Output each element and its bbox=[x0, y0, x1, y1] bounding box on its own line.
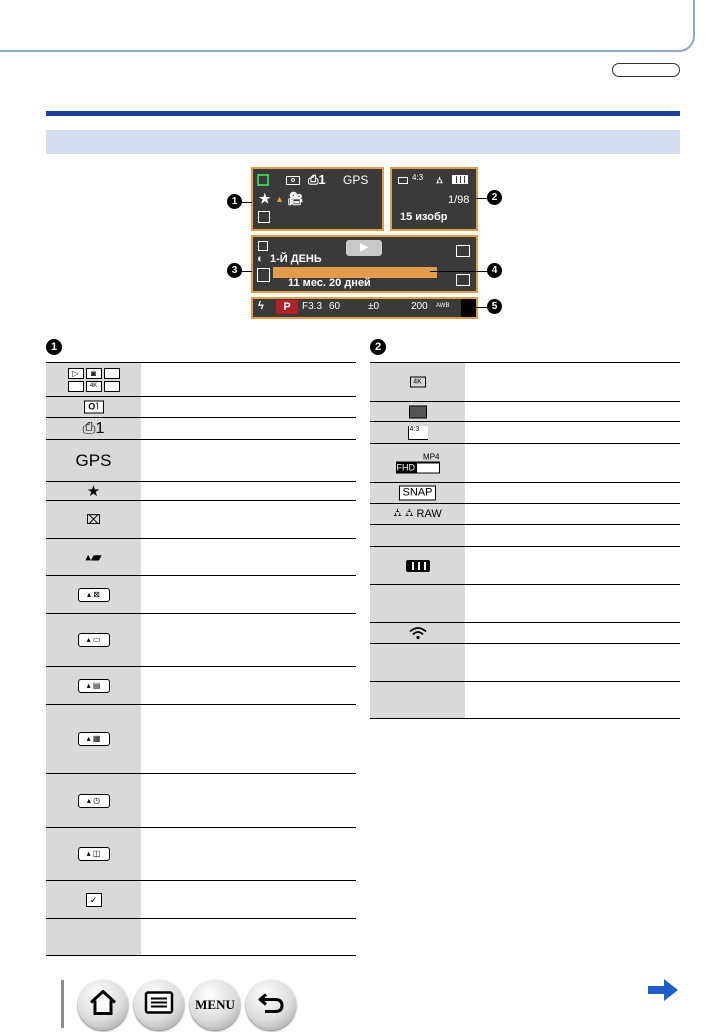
icon-cell bbox=[370, 547, 465, 584]
icon-cell bbox=[370, 585, 465, 622]
table-row bbox=[46, 538, 356, 575]
wifi-icon bbox=[409, 627, 427, 640]
aspect-ratio-icon: 4:3 bbox=[412, 173, 424, 182]
screen-zone-5 bbox=[251, 297, 478, 319]
back-button[interactable] bbox=[246, 980, 296, 1030]
table-row bbox=[46, 439, 356, 481]
burst-group-icon: ▴ ▭ bbox=[78, 633, 110, 647]
delete-icon bbox=[456, 274, 470, 286]
callout-line-3 bbox=[242, 271, 252, 272]
gps-label: GPS bbox=[343, 173, 369, 187]
mode-badge: P bbox=[276, 300, 298, 314]
battery-icon bbox=[452, 175, 468, 184]
print-setting-icon: ⎙ 1 bbox=[82, 419, 105, 437]
icon-cell bbox=[370, 402, 465, 421]
print-count: 1 bbox=[318, 172, 326, 187]
table-row bbox=[370, 482, 680, 503]
stop-motion-group-icon: ▴ ◫ bbox=[78, 847, 110, 861]
screen-zone-1 bbox=[251, 167, 384, 231]
aperture: F3.3 bbox=[302, 301, 323, 312]
table-row bbox=[46, 575, 356, 613]
return-icon bbox=[256, 991, 286, 1020]
interval-group-icon: ▴ ◷ bbox=[78, 794, 110, 808]
edge-block bbox=[461, 299, 476, 317]
callout-line-1 bbox=[242, 202, 252, 203]
table-row bbox=[370, 421, 680, 443]
home-icon bbox=[88, 989, 118, 1022]
video-group-icon: 🎥︎ bbox=[287, 191, 304, 206]
back-icon bbox=[257, 268, 270, 282]
table-row bbox=[46, 880, 356, 918]
icon-cell bbox=[370, 525, 465, 546]
table-2-bottom-rule bbox=[370, 718, 680, 719]
table-row bbox=[370, 643, 680, 681]
icon-cell bbox=[370, 483, 465, 503]
icon-cell bbox=[46, 614, 141, 666]
icon-cell bbox=[46, 482, 141, 500]
icon-cell bbox=[370, 422, 465, 443]
icon-cell bbox=[46, 667, 141, 704]
table-row bbox=[370, 546, 680, 584]
frame-counter: 1/98 bbox=[448, 194, 470, 206]
section-title-bar bbox=[46, 130, 680, 154]
icon-cell bbox=[46, 539, 141, 575]
white-balance: AWB bbox=[436, 303, 450, 309]
table-row bbox=[46, 773, 356, 827]
table-row bbox=[46, 613, 356, 666]
nav-divider bbox=[61, 980, 64, 1028]
quality-icon: ⛼ bbox=[436, 175, 444, 185]
aspect-ratio-label: 4:3 bbox=[408, 426, 428, 440]
protect-icon: O˥ bbox=[84, 401, 104, 414]
right-arrow-icon[interactable] bbox=[646, 978, 680, 1007]
aspect-ratio-icon bbox=[408, 426, 428, 440]
icon-cell bbox=[46, 881, 141, 918]
icon-cell bbox=[46, 774, 141, 827]
exposure-comp: ±0 bbox=[368, 301, 380, 312]
page-pill bbox=[612, 63, 680, 77]
menu-label: MENU bbox=[195, 997, 235, 1012]
table-row bbox=[46, 500, 356, 538]
icon-cell bbox=[370, 363, 465, 401]
table-row bbox=[370, 362, 680, 401]
list-icon bbox=[144, 991, 174, 1020]
4k-photo-icon bbox=[398, 177, 408, 184]
icon-cell bbox=[46, 440, 141, 481]
icon-cell bbox=[46, 418, 141, 439]
print-count: 1 bbox=[95, 419, 105, 437]
playback-mode-icons: ▷ ◙ 4K bbox=[66, 368, 122, 392]
thumbnail-icon bbox=[456, 245, 470, 257]
mp4-label: MP4 bbox=[396, 453, 440, 463]
icon-cell bbox=[46, 705, 141, 773]
battery-icon bbox=[406, 560, 430, 572]
flash-icon: ϟ bbox=[258, 300, 264, 312]
video-group-icon: ▴ ▰ bbox=[85, 548, 102, 565]
icon-cell bbox=[370, 644, 465, 681]
callout-2: 2 bbox=[487, 190, 502, 205]
edit-icon bbox=[258, 241, 268, 251]
table-row bbox=[370, 401, 680, 421]
icon-cell bbox=[46, 501, 141, 538]
table-row bbox=[46, 396, 356, 417]
menu-button[interactable] bbox=[190, 980, 240, 1030]
post-focus-icon bbox=[409, 405, 427, 418]
star-icon: ★ bbox=[259, 191, 271, 206]
table-row bbox=[370, 443, 680, 482]
tab-frame bbox=[0, 0, 695, 52]
snap-label: SNAP bbox=[399, 486, 437, 501]
section-rule bbox=[46, 111, 680, 116]
playback-icon bbox=[257, 174, 269, 186]
gps-label: GPS bbox=[75, 450, 112, 470]
fhd-label: FHD bbox=[396, 462, 415, 473]
table-2-number: 2 bbox=[370, 339, 386, 355]
table-row bbox=[46, 704, 356, 773]
table-row bbox=[46, 417, 356, 439]
text-stamp-icon: ✓ bbox=[86, 893, 102, 907]
post-focus-group-icon: ▴ ▦ bbox=[78, 732, 110, 746]
table-row bbox=[370, 584, 680, 622]
icon-cell bbox=[46, 363, 141, 396]
raw-label: RAW bbox=[416, 508, 442, 520]
table-row bbox=[370, 503, 680, 524]
travel-day: 1-Й ДЕНЬ bbox=[270, 253, 322, 265]
screen-zone-3 bbox=[251, 235, 478, 293]
text-stamp-icon bbox=[258, 211, 270, 223]
icon-cell bbox=[46, 576, 141, 613]
screen-zone-2 bbox=[390, 167, 478, 231]
iso: 200 bbox=[411, 301, 428, 312]
image-count: 15 изобр bbox=[400, 211, 448, 223]
light-composition-icon: ⌧ bbox=[86, 511, 101, 527]
table-row bbox=[46, 362, 356, 396]
rating-star-icon: ★ bbox=[86, 483, 101, 500]
table-1-number: 1 bbox=[46, 339, 62, 355]
table-row bbox=[46, 481, 356, 500]
group-triangle-icon: ▲ bbox=[275, 194, 284, 204]
table-row bbox=[370, 622, 680, 643]
icon-cell bbox=[46, 919, 141, 955]
icon-cell bbox=[370, 504, 465, 524]
callout-1: 1 bbox=[227, 194, 242, 209]
callout-3: 3 bbox=[227, 263, 242, 278]
protect-icon: o bbox=[286, 176, 300, 185]
icon-cell bbox=[370, 682, 465, 718]
quality-raw-icon: ⛼ ⛼ RAW bbox=[393, 507, 442, 520]
panorama-group-icon: ▴ ⊠ bbox=[78, 588, 110, 602]
callout-4: 4 bbox=[487, 263, 502, 278]
table-row bbox=[46, 666, 356, 704]
table-1-bottom-rule bbox=[46, 955, 356, 956]
print-icon: ⎙1 bbox=[308, 172, 326, 187]
callout-line-4 bbox=[430, 271, 488, 272]
table-row bbox=[46, 827, 356, 880]
icon-cell bbox=[370, 623, 465, 643]
table-row bbox=[370, 681, 680, 718]
callout-5: 5 bbox=[487, 299, 502, 314]
contents-button[interactable] bbox=[134, 980, 184, 1030]
mp4-fhd-icon bbox=[396, 453, 440, 474]
age-text: 11 мес. 20 дней bbox=[288, 277, 371, 289]
icon-cell bbox=[370, 444, 465, 482]
icon-cell bbox=[46, 397, 141, 417]
shutter-speed: 60 bbox=[329, 301, 341, 312]
play-button-icon[interactable]: ▶ bbox=[346, 240, 382, 256]
table-row bbox=[46, 918, 356, 955]
day-icon: ◐ bbox=[257, 253, 264, 265]
table-row bbox=[370, 524, 680, 546]
4k-burst-group-icon: ▴ ▤ bbox=[78, 679, 110, 693]
4k-photo-icon: 4K bbox=[410, 377, 426, 388]
home-button[interactable] bbox=[78, 980, 128, 1030]
snap-icon bbox=[399, 486, 437, 501]
icon-cell bbox=[46, 828, 141, 880]
